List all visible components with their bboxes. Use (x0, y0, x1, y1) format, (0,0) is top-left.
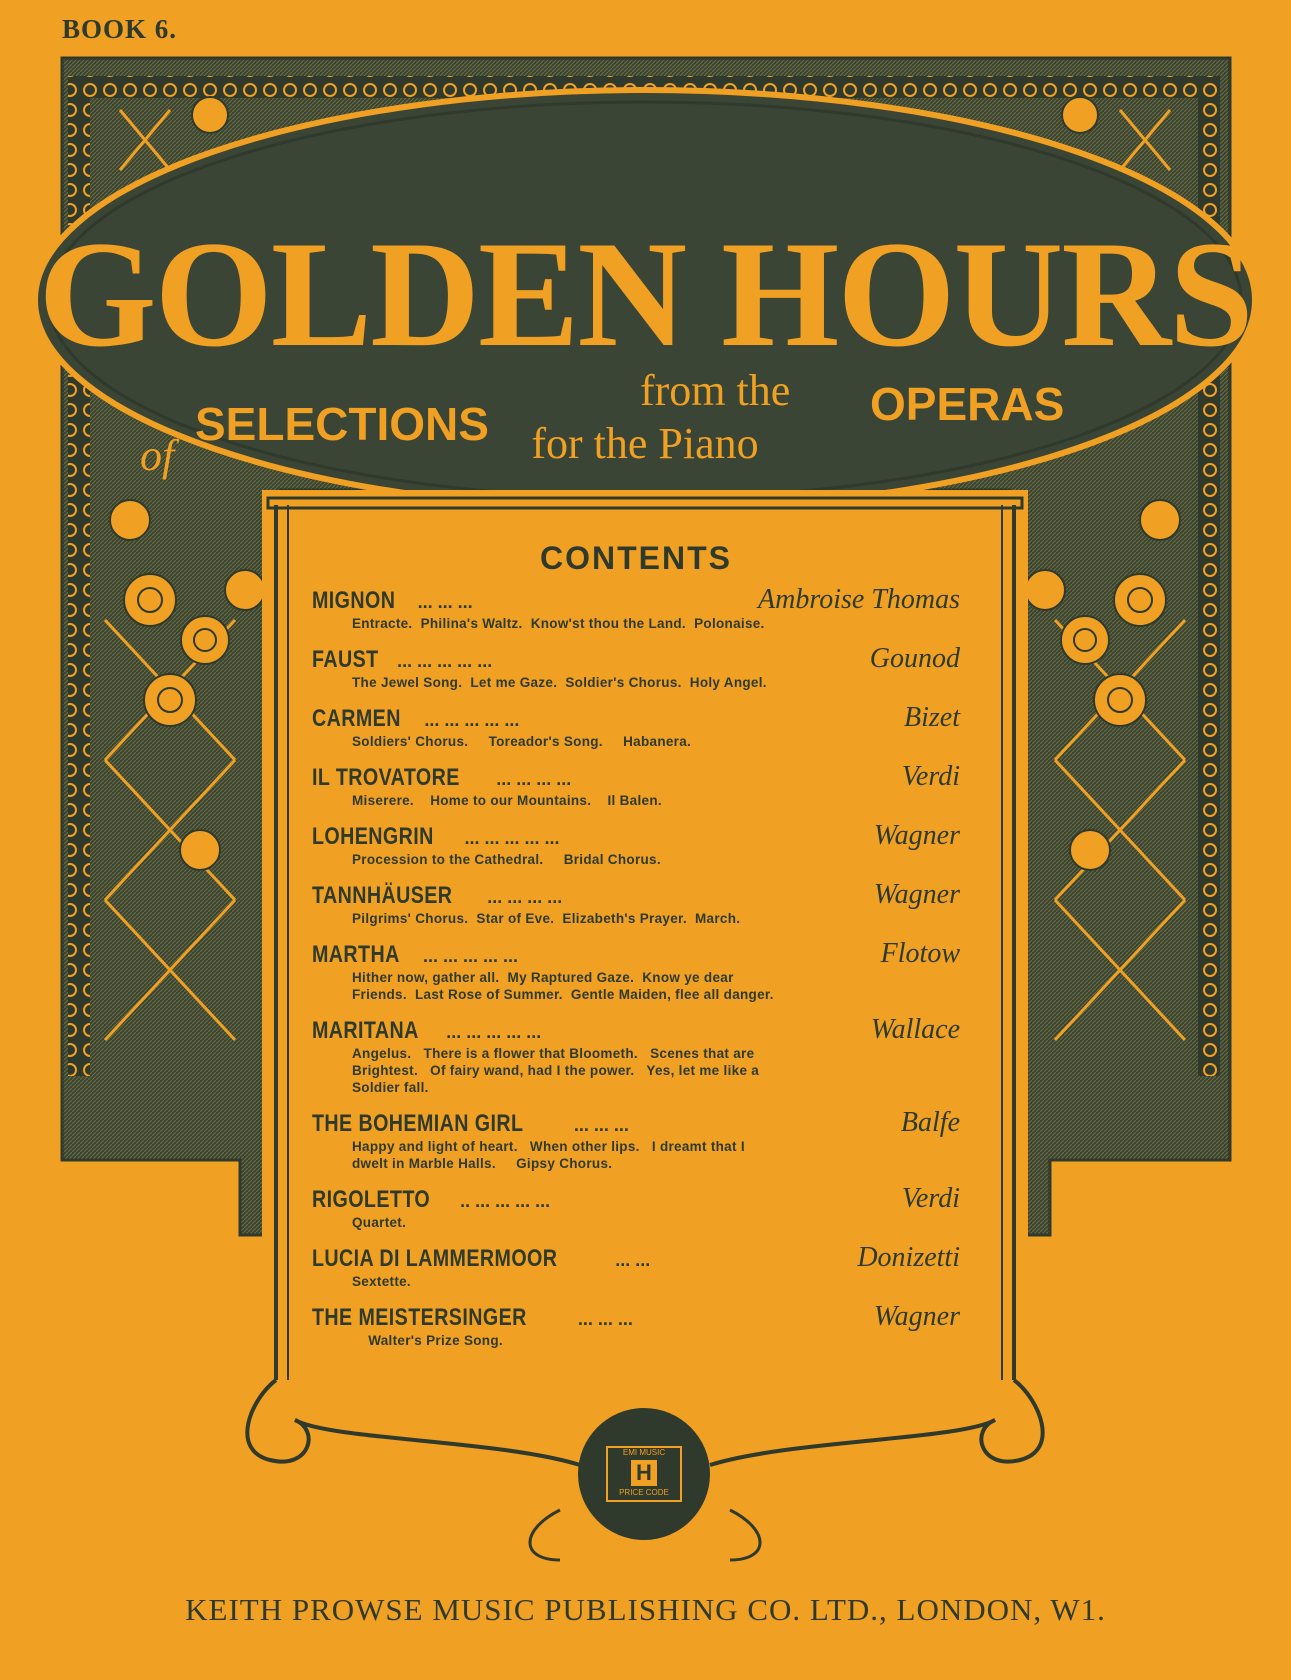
main-title: GOLDEN HOURS (38, 210, 1252, 378)
opera-title: LOHENGRIN (312, 823, 434, 850)
leader-dots: ... ... ... ... ... (464, 828, 560, 848)
entry-heading-line (312, 820, 960, 851)
selection-list: Pilgrims' Chorus. Star of Eve. Elizabeth's Prayer. March. (352, 911, 741, 926)
contents-entry (312, 1183, 960, 1231)
entry-heading-line (312, 879, 960, 910)
composer-name: Wagner (873, 879, 960, 910)
selection-list: Miserere. Home to our Mountains. Il Balen. (352, 793, 662, 808)
opera-title: MARITANA (312, 1017, 419, 1044)
composer-name: Balfe (900, 1107, 960, 1138)
opera-title: THE MEISTERSINGER (312, 1304, 527, 1331)
leader-dots: ... ... ... ... (496, 769, 572, 789)
leader-dots: ... ... ... ... (487, 887, 563, 907)
entry-heading-line (312, 1107, 960, 1138)
opera-title: THE BOHEMIAN GIRL (312, 1110, 524, 1137)
leader-dots: ... ... (615, 1250, 651, 1270)
contents-entry (312, 820, 960, 868)
opera-title: CARMEN (312, 705, 401, 732)
leader-dots: .. ... ... ... ... (460, 1191, 551, 1211)
contents-heading: CONTENTS (540, 540, 732, 576)
selection-list: Happy and light of heart. When other lips. I dreamt that I dwelt in Marble Halls. Gipsy Chorus. (352, 1139, 745, 1171)
entry-heading-line (312, 702, 960, 733)
opera-title: FAUST (312, 646, 379, 673)
opera-title: TANNHÄUSER (312, 882, 453, 909)
selection-list: Walter's Prize Song. (352, 1333, 503, 1348)
contents-entry (312, 1107, 960, 1172)
selection-list: Entracte. Philina's Waltz. Know'st thou the Land. Polonaise. (352, 616, 765, 631)
price-code-letter: H (631, 1460, 657, 1486)
opera-title: MARTHA (312, 941, 400, 968)
leader-dots: ... ... ... ... ... (397, 651, 493, 671)
leader-dots: ... ... ... ... ... (422, 946, 519, 966)
contents-entry (312, 938, 960, 1003)
selection-list: Hither now, gather all. My Raptured Gaze. Know ye dear Friends. Last Rose of Summer. Gentle Maiden, flee all danger. (352, 970, 774, 1002)
contents-entry (312, 584, 960, 632)
subtitle-piano: for the Piano (531, 419, 759, 468)
composer-name: Verdi (901, 761, 960, 792)
composer-name: Donizetti (857, 1242, 960, 1273)
subtitle-from-the: from the (640, 366, 791, 415)
entry-heading-line (312, 643, 960, 674)
leader-dots: ... ... ... ... ... (446, 1022, 542, 1042)
contents-entry (312, 1301, 960, 1349)
selection-list: Angelus. There is a flower that Bloometh. Scenes that are Brightest. Of fairy wand, had I the power. Yes, let me like a Soldier fall. (352, 1046, 760, 1095)
contents-entry (312, 643, 960, 691)
seal-bottom-text: PRICE CODE (619, 1488, 669, 1497)
contents-entry (312, 761, 960, 809)
contents-entry (312, 879, 960, 927)
composer-name: Flotow (880, 938, 960, 969)
selection-list: Quartet. (352, 1215, 407, 1230)
composer-name: Verdi (901, 1183, 960, 1214)
contents-list (312, 584, 960, 1360)
selection-list: The Jewel Song. Let me Gaze. Soldier's Chorus. Holy Angel. (352, 675, 767, 690)
price-code-seal (578, 1408, 710, 1540)
entry-heading-line (312, 938, 960, 969)
leader-dots: ... ... ... (577, 1309, 633, 1329)
entry-heading-line (312, 1014, 960, 1045)
contents-entry (312, 1014, 960, 1096)
composer-name: Wallace (870, 1014, 960, 1045)
leader-dots: ... ... ... (573, 1115, 629, 1135)
selection-list: Procession to the Cathedral. Bridal Chorus. (352, 852, 661, 867)
entry-heading-line (312, 1301, 960, 1332)
opera-title: IL TROVATORE (312, 764, 460, 791)
leader-dots: ... ... ... ... ... (424, 710, 520, 730)
entry-heading-line (312, 1183, 960, 1214)
subtitle-selections: SELECTIONS (195, 398, 489, 450)
leader-dots: ... ... ... (417, 592, 473, 612)
entry-heading-line (312, 761, 960, 792)
subtitle-operas: OPERAS (870, 378, 1065, 430)
opera-title: MIGNON (312, 587, 396, 614)
entry-heading-line (312, 584, 960, 615)
opera-title: LUCIA DI LAMMERMOOR (312, 1245, 558, 1272)
selection-list: Soldiers' Chorus. Toreador's Song. Habanera. (352, 734, 692, 749)
selection-list: Sextette. (352, 1274, 411, 1289)
subtitle-of: of (140, 431, 175, 480)
publisher-line: KEITH PROWSE MUSIC PUBLISHING CO. LTD., LONDON, W1. (185, 1592, 1106, 1627)
contents-panel (312, 520, 960, 1370)
contents-entry (312, 1242, 960, 1290)
contents-entry (312, 702, 960, 750)
composer-name: Wagner (873, 1301, 960, 1332)
composer-name: Gounod (869, 643, 960, 674)
composer-name: Wagner (873, 820, 960, 851)
entry-heading-line (312, 1242, 960, 1273)
composer-name: Bizet (904, 702, 960, 733)
composer-name: Ambroise Thomas (758, 584, 960, 615)
price-code-box (606, 1446, 682, 1502)
seal-top-text: EMI MUSIC (622, 1448, 666, 1457)
opera-title: RIGOLETTO (312, 1186, 431, 1213)
book-number: BOOK 6. (62, 14, 178, 44)
